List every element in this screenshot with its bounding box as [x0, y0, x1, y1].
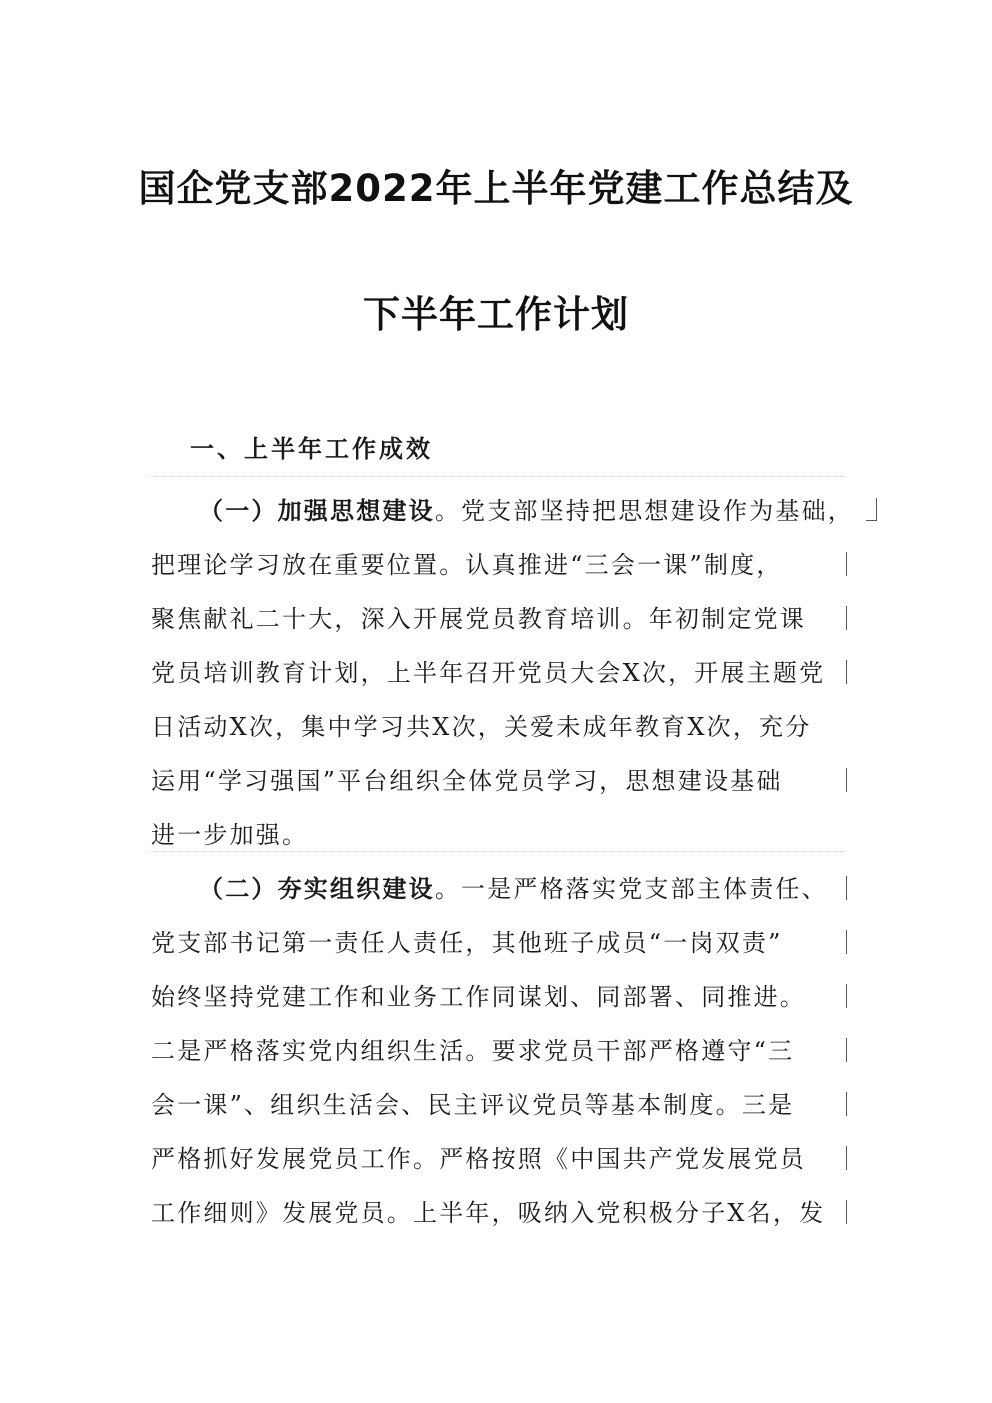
- margin-mark: [846, 984, 847, 1008]
- paragraph-line: [151, 646, 841, 700]
- document-title-line-1: 国企党支部2022年上半年党建工作总结及: [138, 167, 854, 210]
- paragraph-line: [151, 1132, 841, 1186]
- document-title-line-2: 下半年工作计划: [363, 293, 629, 336]
- paragraph-line: [151, 700, 841, 754]
- margin-mark: [846, 1200, 847, 1224]
- margin-mark: [846, 660, 847, 684]
- paragraph-lead: （一）加强思想建设: [199, 497, 435, 525]
- paragraph-line: [151, 808, 841, 862]
- margin-mark: [846, 552, 847, 576]
- margin-mark: [846, 606, 847, 630]
- paragraph-text: 始终坚持党建工作和业务工作同谋划、同部署、同推进。: [151, 983, 806, 1011]
- paragraph-line: [151, 592, 841, 646]
- paragraph-text: 聚焦献礼二十大，深入开展党员教育培训。年初制定党课: [151, 605, 806, 633]
- paragraph-text: 工作细则》发展党员。上半年，吸纳入党积极分子X名，发: [151, 1199, 826, 1227]
- paragraph-text: 党员培训教育计划，上半年召开党员大会X次，开展主题党: [151, 659, 826, 687]
- margin-mark: [846, 1038, 847, 1062]
- paragraph-lead: （二）夯实组织建设: [199, 875, 435, 903]
- margin-mark: [846, 768, 847, 792]
- paragraph-text: 党支部书记第一责任人责任，其他班子成员“一岗双责”: [151, 929, 783, 957]
- paragraph-text: 把理论学习放在重要位置。认真推进“三会一课”制度，: [151, 551, 783, 579]
- paragraph-text: 二是严格落实党内组织生活。要求党员干部严格遵守“三: [151, 1037, 795, 1065]
- margin-mark: [846, 1146, 847, 1170]
- paragraph-line: [151, 970, 841, 1024]
- paragraph-line: [151, 1078, 841, 1132]
- paragraph-line: [151, 484, 855, 538]
- margin-mark: [846, 876, 847, 900]
- paragraph-separator: [150, 476, 843, 477]
- paragraph-text: 进一步加强。: [151, 821, 309, 849]
- margin-mark: [846, 1092, 847, 1116]
- paragraph-line: [151, 538, 841, 592]
- margin-mark: [846, 930, 847, 954]
- section-heading: 一、上半年工作成效: [190, 435, 433, 463]
- paragraph-line: [151, 1024, 841, 1078]
- paragraph-line: [151, 1186, 841, 1240]
- paragraph-text: 。党支部坚持把思想建设作为基础，: [434, 497, 855, 525]
- paragraph-organization-building: [151, 862, 841, 1240]
- paragraph-line: [151, 754, 841, 808]
- paragraph-line: [151, 862, 841, 916]
- paragraph-text: 严格抓好发展党员工作。严格按照《中国共产党发展党员: [151, 1145, 806, 1173]
- paragraph-separator: [150, 851, 843, 852]
- paragraph-end-mark: [866, 498, 877, 521]
- paragraph-line: [151, 916, 841, 970]
- paragraph-text: 日活动X次，集中学习共X次，关爱未成年教育X次，充分: [151, 713, 812, 741]
- paragraph-text: 。一是严格落实党支部主体责任、: [434, 875, 828, 903]
- paragraph-thought-building: [151, 484, 855, 862]
- paragraph-text: 会一课”、组织生活会、民主评议党员等基本制度。三是: [151, 1091, 795, 1119]
- paragraph-text: 运用“学习强国”平台组织全体党员学习，思想建设基础: [151, 767, 783, 795]
